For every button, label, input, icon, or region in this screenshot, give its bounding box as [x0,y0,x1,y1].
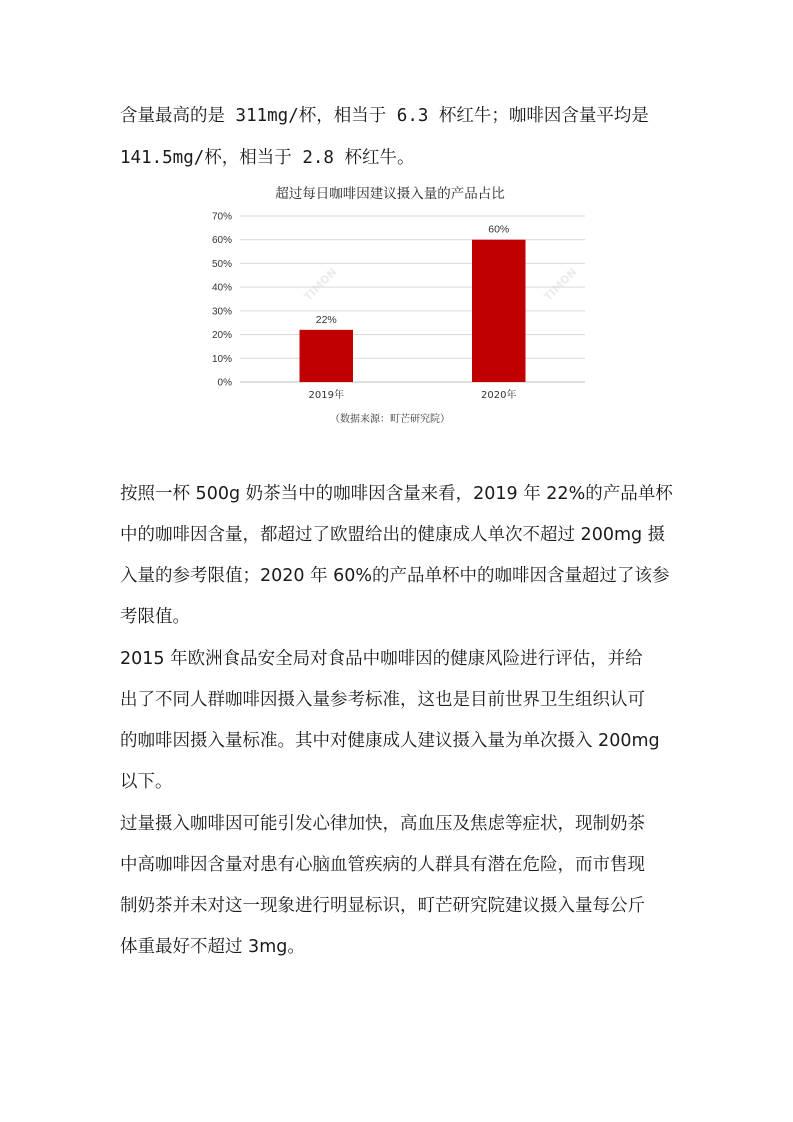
data-source-caption: （数据来源：町芒研究院） [330,414,450,425]
text-line: 141.5mg/杯，相当于 2.8 杯红牛。 [120,148,415,168]
text-line: 入量的参考限值；2020 年 60%的产品单杯中的咖啡因含量超过了该参 [120,566,670,586]
text-line: 制奶茶并未对这一现象进行明显标识，町芒研究院建议摄入量每公斤 [120,896,645,916]
y-tick-label: 0% [217,377,232,389]
text-line: 中高咖啡因含量对患有心脑血管疾病的人群具有潜在危险，而市售现 [120,855,645,875]
y-tick-label: 40% [211,282,232,294]
watermark: TIMON [541,265,580,304]
text-line: 出了不同人群咖啡因摄入量参考标准，这也是目前世界卫生组织认可 [120,690,645,710]
y-tick-label: 20% [211,330,232,342]
x-tick-label: 2020年 [481,390,517,401]
chart-figure [180,178,600,428]
text-line: 考限值。 [120,607,190,627]
bar [300,330,353,382]
y-tick-label: 50% [211,258,232,270]
y-tick-label: 60% [211,235,232,247]
y-tick-label: 70% [211,211,232,223]
text-line: 过量摄入咖啡因可能引发心律加快，高血压及焦虑等症状，现制奶茶 [120,814,645,834]
text-line: 中的咖啡因含量，都超过了欧盟给出的健康成人单次不超过 200mg 摄 [120,525,666,545]
text-line: 按照一杯 500g 奶茶当中的咖啡因含量来看，2019 年 22%的产品单杯 [120,484,673,504]
bar [472,240,525,382]
y-tick-label: 10% [211,353,232,365]
text-line: 以下。 [120,772,173,792]
text-line: 含量最高的是 311mg/杯，相当于 6.3 杯红牛；咖啡因含量平均是 [120,106,649,126]
chart-title: 超过每日咖啡因建议摄入量的产品占比 [275,186,505,202]
watermark: TIMON [301,265,340,304]
text-line: 体重最好不超过 3mg。 [120,937,305,957]
text-line: 2015 年欧洲食品安全局对食品中咖啡因的健康风险进行评估，并给 [120,649,643,669]
data-label: 60% [488,223,510,236]
x-tick-label: 2019年 [308,390,344,401]
data-label: 22% [315,313,337,326]
text-line: 的咖啡因摄入量标准。其中对健康成人建议摄入量为单次摄入 200mg [120,731,660,751]
y-tick-label: 30% [211,306,232,318]
bar-chart [180,204,600,409]
